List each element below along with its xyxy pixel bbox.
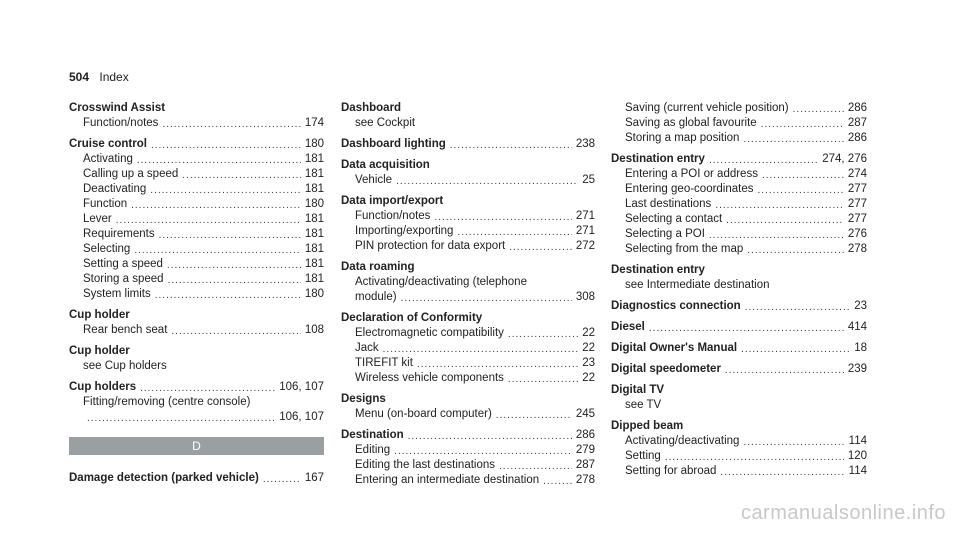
page-reference[interactable]: 274 xyxy=(847,168,867,180)
dot-leader xyxy=(167,257,301,272)
dot-leader xyxy=(417,356,578,371)
index-entry[interactable] xyxy=(611,152,867,167)
entry-label: Activating/deactivating (telephone xyxy=(355,276,527,288)
page-reference[interactable]: 174 xyxy=(304,117,324,129)
entry-label: Designs xyxy=(341,393,386,405)
page-reference[interactable]: 180 xyxy=(304,198,324,210)
entry-label: Digital speedometer xyxy=(611,363,721,375)
entry-label: Digital Owner's Manual xyxy=(611,342,738,354)
index-subentry[interactable] xyxy=(69,272,324,287)
page-reference[interactable]: 277 xyxy=(847,183,867,195)
index-subentry[interactable] xyxy=(611,197,867,212)
index-subentry[interactable] xyxy=(341,290,595,305)
page-reference[interactable]: 23 xyxy=(854,300,867,312)
index-subentry[interactable] xyxy=(341,473,595,488)
entry-label: Data import/export xyxy=(341,195,444,207)
page-reference[interactable]: 286 xyxy=(847,102,867,114)
dot-leader xyxy=(758,182,844,197)
page-reference[interactable]: 120 xyxy=(847,450,867,462)
index-entry xyxy=(611,383,867,398)
dot-leader xyxy=(496,407,572,422)
page-reference[interactable]: 271 xyxy=(575,225,595,237)
dot-leader xyxy=(116,212,301,227)
entry-label: Cup holder xyxy=(69,345,130,357)
dot-leader xyxy=(508,326,578,341)
index-entry[interactable] xyxy=(611,362,867,377)
entry-label: Dashboard xyxy=(341,102,402,114)
entry-label: Dipped beam xyxy=(611,420,684,432)
index-subentry[interactable] xyxy=(611,182,867,197)
dot-leader xyxy=(263,471,301,486)
index-entry xyxy=(341,158,595,173)
dot-leader xyxy=(709,227,844,242)
entry-label: Fitting/removing (centre console) xyxy=(83,396,251,408)
entry-label: Vehicle xyxy=(355,174,393,186)
dot-leader xyxy=(150,182,301,197)
dot-leader xyxy=(168,272,301,287)
entry-label: Selecting from the map xyxy=(625,243,744,255)
entry-label: see Cup holders xyxy=(83,360,167,372)
entry-label: Last destinations xyxy=(625,198,712,210)
page-reference[interactable]: 181 xyxy=(304,183,324,195)
page-reference[interactable]: 181 xyxy=(304,168,324,180)
dot-leader xyxy=(450,137,572,152)
page-reference[interactable]: 276 xyxy=(847,228,867,240)
index-entry xyxy=(69,101,324,116)
dot-leader xyxy=(134,242,301,257)
page-header xyxy=(69,70,129,84)
index-subentry[interactable] xyxy=(341,371,595,386)
dot-leader xyxy=(159,227,301,242)
entry-label: Diesel xyxy=(611,321,645,333)
index-entry[interactable] xyxy=(69,137,324,152)
entry-label: Dashboard lighting xyxy=(341,138,446,150)
index-subentry[interactable] xyxy=(611,167,867,182)
dot-leader xyxy=(394,443,572,458)
index-subentry[interactable] xyxy=(69,182,324,197)
page-reference[interactable]: 180 xyxy=(304,138,324,150)
entry-label: module) xyxy=(355,291,397,303)
entry-label: Selecting xyxy=(83,243,131,255)
dot-leader xyxy=(745,299,850,314)
index-subentry[interactable] xyxy=(69,242,324,257)
entry-label: Diagnostics connection xyxy=(611,300,741,312)
entry-label: Destination xyxy=(341,429,404,441)
page-reference[interactable]: 22 xyxy=(582,342,595,354)
watermark: carmanualsonline.info xyxy=(740,502,946,524)
page-reference[interactable]: 167 xyxy=(304,472,324,484)
entry-label: Cup holder xyxy=(69,309,130,321)
page-reference[interactable]: 22 xyxy=(582,327,595,339)
dot-leader xyxy=(762,167,844,182)
entry-label: Lever xyxy=(83,213,112,225)
index-subentry[interactable] xyxy=(611,242,867,257)
entry-label: Crosswind Assist xyxy=(69,102,166,114)
dot-leader xyxy=(761,116,844,131)
index-entry xyxy=(611,263,867,278)
dot-leader xyxy=(665,449,844,464)
page-reference[interactable]: 181 xyxy=(304,243,324,255)
dot-leader xyxy=(383,341,579,356)
entry-label: Requirements xyxy=(83,228,155,240)
index-subentry[interactable] xyxy=(341,356,595,371)
entry-label: Function/notes xyxy=(355,210,431,222)
page-reference[interactable]: 286 xyxy=(575,429,595,441)
entry-label: Cup holders xyxy=(69,381,137,393)
index-subentry[interactable] xyxy=(611,131,867,146)
page-reference[interactable]: 277 xyxy=(847,198,867,210)
index-subentry[interactable] xyxy=(341,443,595,458)
entry-label: PIN protection for data export xyxy=(355,240,506,252)
dot-leader xyxy=(709,152,818,167)
entry-label: TIREFIT kit xyxy=(355,357,413,369)
index-column-1 xyxy=(69,101,324,486)
index-entry[interactable] xyxy=(611,299,867,314)
entry-label: Cruise control xyxy=(69,138,147,150)
page-reference[interactable]: 414 xyxy=(847,321,867,333)
entry-label: Destination entry xyxy=(611,264,705,276)
dot-leader xyxy=(162,116,300,131)
entry-label: Jack xyxy=(355,342,379,354)
index-subentry[interactable] xyxy=(611,116,867,131)
index-subentry[interactable] xyxy=(341,326,595,341)
index-entry[interactable] xyxy=(611,320,867,335)
dot-leader xyxy=(396,173,578,188)
index-subentry[interactable] xyxy=(69,257,324,272)
page-reference[interactable]: 181 xyxy=(304,273,324,285)
page-reference[interactable]: 18 xyxy=(854,342,867,354)
index-subentry xyxy=(69,359,324,374)
index-entry[interactable] xyxy=(341,137,595,152)
dot-leader xyxy=(408,428,572,443)
entry-label: Saving as global favourite xyxy=(625,117,757,129)
entry-label: Deactivating xyxy=(83,183,147,195)
index-entry xyxy=(341,311,595,326)
entry-label: see TV xyxy=(625,399,662,411)
index-entry xyxy=(341,392,595,407)
entry-label: Rear bench seat xyxy=(83,324,168,336)
page-reference[interactable]: 114 xyxy=(848,465,867,477)
index-entry xyxy=(341,194,595,209)
entry-label: Setting a speed xyxy=(83,258,163,270)
index-entry xyxy=(69,344,324,359)
entry-label: Damage detection (parked vehicle) xyxy=(69,472,259,484)
entry-label: Entering a POI or address xyxy=(625,168,758,180)
page-reference[interactable]: 271 xyxy=(575,210,595,222)
page-reference[interactable]: 22 xyxy=(582,372,595,384)
page-reference[interactable]: 308 xyxy=(575,291,595,303)
entry-label: Function/notes xyxy=(83,117,159,129)
dot-leader xyxy=(87,410,275,425)
entry-label: Editing xyxy=(355,444,391,456)
entry-label: Function xyxy=(83,198,128,210)
index-subentry[interactable] xyxy=(69,212,324,227)
index-subentry[interactable] xyxy=(341,209,595,224)
index-subentry[interactable] xyxy=(69,116,324,131)
page-reference[interactable]: 106, 107 xyxy=(279,411,324,423)
index-subentry xyxy=(69,395,324,410)
index-subentry xyxy=(341,116,595,131)
entry-label: Activating xyxy=(83,153,133,165)
index-entry xyxy=(341,101,595,116)
index-letter-heading: D xyxy=(69,437,324,455)
page-reference[interactable]: 287 xyxy=(847,117,867,129)
dot-leader xyxy=(508,371,578,386)
section-title: Index xyxy=(99,70,129,84)
entry-label: Destination entry xyxy=(611,153,705,165)
index-subentry[interactable] xyxy=(611,449,867,464)
entry-label: Electromagnetic compatibility xyxy=(355,327,504,339)
page-reference[interactable]: 245 xyxy=(575,408,595,420)
index-subentry[interactable] xyxy=(69,287,324,302)
dot-leader xyxy=(499,458,572,473)
page-reference[interactable]: 286 xyxy=(847,132,867,144)
index-entry[interactable] xyxy=(69,380,324,395)
entry-label: Declaration of Conformity xyxy=(341,312,483,324)
index-subentry[interactable] xyxy=(611,227,867,242)
page-reference[interactable]: 279 xyxy=(575,444,595,456)
page-reference[interactable]: 181 xyxy=(304,228,324,240)
entry-label: Setting for abroad xyxy=(625,465,717,477)
dot-leader xyxy=(137,152,301,167)
entry-label: Data acquisition xyxy=(341,159,430,171)
dot-leader xyxy=(151,137,301,152)
dot-leader xyxy=(747,242,844,257)
entry-label: Entering an intermediate destination xyxy=(355,474,540,486)
page-reference[interactable]: 287 xyxy=(575,459,595,471)
dot-leader xyxy=(743,131,843,146)
entry-label: Entering geo-coordinates xyxy=(625,183,754,195)
dot-leader xyxy=(131,197,301,212)
index-subentry[interactable] xyxy=(69,152,324,167)
dot-leader xyxy=(509,239,572,254)
entry-label: Selecting a contact xyxy=(625,213,723,225)
page-reference[interactable]: 278 xyxy=(847,243,867,255)
dot-leader xyxy=(171,323,300,338)
index-subentry[interactable] xyxy=(611,464,867,479)
page-reference[interactable]: 238 xyxy=(575,138,595,150)
page-reference[interactable]: 239 xyxy=(847,363,867,375)
entry-label: Menu (on-board computer) xyxy=(355,408,492,420)
index-column-3 xyxy=(611,101,867,479)
entry-label: System limits xyxy=(83,288,151,300)
index-subentry[interactable] xyxy=(341,239,595,254)
index-subentry[interactable] xyxy=(69,227,324,242)
entry-label: see Cockpit xyxy=(355,117,416,129)
page-reference[interactable]: 277 xyxy=(847,213,867,225)
dot-leader xyxy=(401,290,572,305)
entry-label: Editing the last destinations xyxy=(355,459,496,471)
index-entry[interactable] xyxy=(341,428,595,443)
entry-label: Storing a speed xyxy=(83,273,164,285)
entry-label: Activating/deactivating xyxy=(625,435,740,447)
dot-leader xyxy=(140,380,275,395)
dot-leader xyxy=(715,197,844,212)
dot-leader xyxy=(155,287,301,302)
index-subentry[interactable] xyxy=(341,407,595,422)
index-subentry xyxy=(611,398,867,413)
dot-leader xyxy=(725,362,844,377)
page-reference[interactable]: 181 xyxy=(304,153,324,165)
index-entry[interactable] xyxy=(611,341,867,356)
entry-label: Wireless vehicle components xyxy=(355,372,504,384)
page-reference[interactable]: 114 xyxy=(848,435,867,447)
page-reference[interactable]: 278 xyxy=(575,474,595,486)
index-entry xyxy=(611,419,867,434)
page-number: 504 xyxy=(69,70,90,84)
index-subentry[interactable] xyxy=(69,197,324,212)
index-subentry[interactable] xyxy=(69,410,324,425)
dot-leader xyxy=(720,464,844,479)
index-subentry[interactable] xyxy=(611,101,867,116)
page-reference[interactable]: 25 xyxy=(582,174,595,186)
index-subentry xyxy=(611,278,867,293)
page-reference[interactable]: 274, 276 xyxy=(822,153,867,165)
index-column-2 xyxy=(341,101,595,488)
index-subentry[interactable] xyxy=(611,212,867,227)
page-reference[interactable]: 180 xyxy=(304,288,324,300)
dot-leader xyxy=(182,167,301,182)
page-reference[interactable]: 108 xyxy=(304,324,324,336)
dot-leader xyxy=(743,434,844,449)
entry-label: Importing/exporting xyxy=(355,225,454,237)
dot-leader xyxy=(726,212,844,227)
dot-leader xyxy=(741,341,850,356)
entry-label: Saving (current vehicle position) xyxy=(625,102,789,114)
entry-label: Selecting a POI xyxy=(625,228,705,240)
entry-label: Digital TV xyxy=(611,384,665,396)
page-reference[interactable]: 23 xyxy=(582,357,595,369)
entry-label: see Intermediate destination xyxy=(625,279,770,291)
index-subentry[interactable] xyxy=(341,224,595,239)
page-reference[interactable]: 181 xyxy=(304,213,324,225)
page-reference[interactable]: 272 xyxy=(575,240,595,252)
index-subentry[interactable] xyxy=(611,434,867,449)
index-subentry[interactable] xyxy=(69,167,324,182)
entry-label: Storing a map position xyxy=(625,132,740,144)
dot-leader xyxy=(434,209,571,224)
page-reference[interactable]: 106, 107 xyxy=(279,381,324,393)
entry-label: Data roaming xyxy=(341,261,415,273)
entry-label: Setting xyxy=(625,450,661,462)
index-subentry[interactable] xyxy=(341,173,595,188)
index-subentry[interactable] xyxy=(341,341,595,356)
index-subentry[interactable] xyxy=(341,458,595,473)
page-reference[interactable]: 181 xyxy=(304,258,324,270)
dot-leader xyxy=(649,320,844,335)
entry-label: Calling up a speed xyxy=(83,168,179,180)
index-entry xyxy=(69,308,324,323)
dot-leader xyxy=(457,224,571,239)
dot-leader xyxy=(543,473,572,488)
index-entry[interactable] xyxy=(69,471,324,486)
dot-leader xyxy=(793,101,844,116)
index-subentry xyxy=(341,275,595,290)
index-subentry[interactable] xyxy=(69,323,324,338)
index-entry xyxy=(341,260,595,275)
